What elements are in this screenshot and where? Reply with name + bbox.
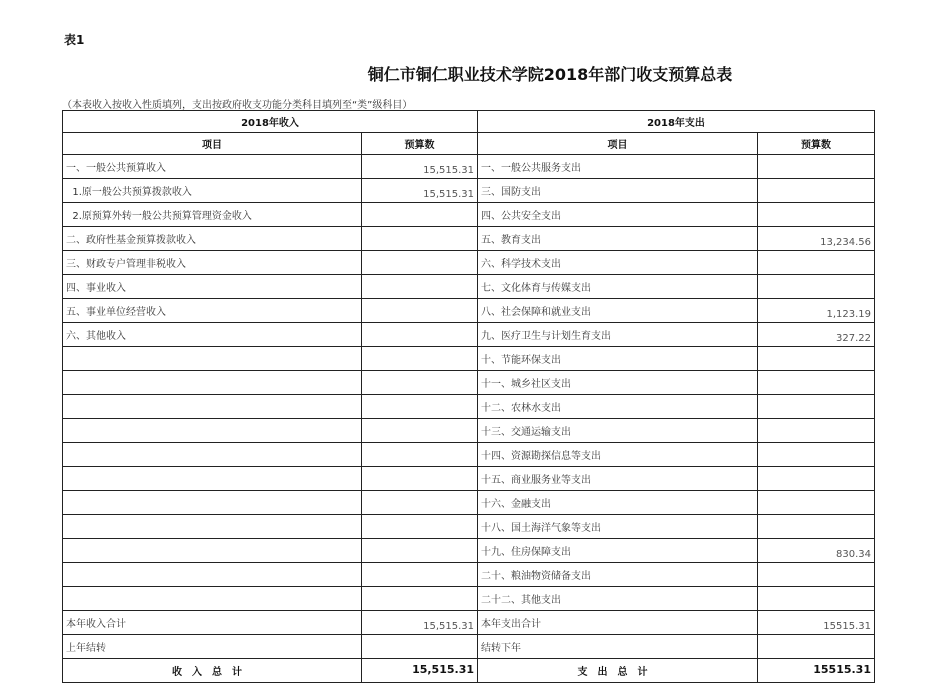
income-item: 二、政府性基金预算拨款收入 bbox=[63, 227, 362, 251]
expense-amount: 1,123.19 bbox=[758, 299, 875, 323]
expense-item: 结转下年 bbox=[478, 635, 758, 659]
expense-amount bbox=[758, 419, 875, 443]
expense-item-header: 项目 bbox=[478, 133, 758, 155]
totals-row bbox=[63, 659, 875, 683]
income-item bbox=[63, 395, 362, 419]
table-row bbox=[63, 539, 875, 563]
income-amount bbox=[362, 371, 478, 395]
income-amount bbox=[362, 275, 478, 299]
expense-amount bbox=[758, 251, 875, 275]
table-row bbox=[63, 491, 875, 515]
expense-item: 十八、国土海洋气象等支出 bbox=[478, 515, 758, 539]
income-item: 五、事业单位经营收入 bbox=[63, 299, 362, 323]
expense-item: 十四、资源勘探信息等支出 bbox=[478, 443, 758, 467]
income-amount bbox=[362, 395, 478, 419]
expense-item: 九、医疗卫生与计划生育支出 bbox=[478, 323, 758, 347]
expense-amount bbox=[758, 491, 875, 515]
expense-amount bbox=[758, 515, 875, 539]
income-total-amount: 15,515.31 bbox=[362, 659, 478, 683]
table-row bbox=[63, 203, 875, 227]
expense-item: 二十、粮油物资储备支出 bbox=[478, 563, 758, 587]
table-row bbox=[63, 371, 875, 395]
table-row bbox=[63, 443, 875, 467]
expense-amount bbox=[758, 179, 875, 203]
expense-amount bbox=[758, 587, 875, 611]
income-amount bbox=[362, 347, 478, 371]
income-header: 2018年收入 bbox=[63, 111, 478, 133]
expense-item: 八、社会保障和就业支出 bbox=[478, 299, 758, 323]
page-title: 铜仁市铜仁职业技术学院2018年部门收支预算总表 bbox=[367, 65, 733, 84]
income-amount: 15,515.31 bbox=[362, 179, 478, 203]
income-amount bbox=[362, 587, 478, 611]
expense-amount-header: 预算数 bbox=[758, 133, 875, 155]
income-item bbox=[63, 347, 362, 371]
expense-item: 十六、金融支出 bbox=[478, 491, 758, 515]
income-item bbox=[63, 563, 362, 587]
expense-item: 十九、住房保障支出 bbox=[478, 539, 758, 563]
expense-item: 十二、农林水支出 bbox=[478, 395, 758, 419]
table-row bbox=[63, 323, 875, 347]
income-item bbox=[63, 491, 362, 515]
income-amount bbox=[362, 251, 478, 275]
income-amount bbox=[362, 539, 478, 563]
income-amount: 15,515.31 bbox=[362, 155, 478, 179]
income-item: 1.原一般公共预算拨款收入 bbox=[63, 179, 362, 203]
table-row bbox=[63, 155, 875, 179]
expense-amount bbox=[758, 275, 875, 299]
expense-item: 五、教育支出 bbox=[478, 227, 758, 251]
income-amount-header: 预算数 bbox=[362, 133, 478, 155]
expense-header: 2018年支出 bbox=[478, 111, 875, 133]
table-row bbox=[63, 563, 875, 587]
income-total-label: 收入总计 bbox=[63, 659, 362, 683]
expense-amount bbox=[758, 371, 875, 395]
expense-item: 六、科学技术支出 bbox=[478, 251, 758, 275]
table-row bbox=[63, 227, 875, 251]
income-item bbox=[63, 419, 362, 443]
expense-amount bbox=[758, 467, 875, 491]
income-item bbox=[63, 587, 362, 611]
table-row bbox=[63, 635, 875, 659]
expense-item: 十一、城乡社区支出 bbox=[478, 371, 758, 395]
table-row bbox=[63, 419, 875, 443]
expense-item: 十、节能环保支出 bbox=[478, 347, 758, 371]
expense-item: 十五、商业服务业等支出 bbox=[478, 467, 758, 491]
table-row bbox=[63, 515, 875, 539]
expense-item: 二十二、其他支出 bbox=[478, 587, 758, 611]
income-amount bbox=[362, 419, 478, 443]
income-amount bbox=[362, 467, 478, 491]
table-row bbox=[63, 467, 875, 491]
expense-amount bbox=[758, 443, 875, 467]
table-row bbox=[63, 395, 875, 419]
expense-amount: 13,234.56 bbox=[758, 227, 875, 251]
budget-table bbox=[62, 110, 875, 683]
expense-amount bbox=[758, 155, 875, 179]
income-item: 六、其他收入 bbox=[63, 323, 362, 347]
table-row bbox=[63, 611, 875, 635]
income-amount bbox=[362, 491, 478, 515]
table-row bbox=[63, 299, 875, 323]
table-row bbox=[63, 347, 875, 371]
table-label: 表1 bbox=[64, 33, 85, 47]
expense-item: 四、公共安全支出 bbox=[478, 203, 758, 227]
table-row bbox=[63, 275, 875, 299]
expense-amount bbox=[758, 203, 875, 227]
expense-amount bbox=[758, 563, 875, 587]
expense-item: 三、国防支出 bbox=[478, 179, 758, 203]
income-item: 四、事业收入 bbox=[63, 275, 362, 299]
income-amount bbox=[362, 203, 478, 227]
income-amount bbox=[362, 227, 478, 251]
expense-amount: 830.34 bbox=[758, 539, 875, 563]
income-amount bbox=[362, 443, 478, 467]
income-item bbox=[63, 467, 362, 491]
income-item bbox=[63, 515, 362, 539]
expense-item: 本年支出合计 bbox=[478, 611, 758, 635]
income-item bbox=[63, 443, 362, 467]
income-item: 上年结转 bbox=[63, 635, 362, 659]
table-row bbox=[63, 179, 875, 203]
expense-amount: 327.22 bbox=[758, 323, 875, 347]
income-amount: 15,515.31 bbox=[362, 611, 478, 635]
expense-item: 一、一般公共服务支出 bbox=[478, 155, 758, 179]
income-item: 本年收入合计 bbox=[63, 611, 362, 635]
income-amount bbox=[362, 635, 478, 659]
income-amount bbox=[362, 299, 478, 323]
expense-amount bbox=[758, 395, 875, 419]
income-item-header: 项目 bbox=[63, 133, 362, 155]
income-amount bbox=[362, 515, 478, 539]
expense-total-label: 支出总计 bbox=[478, 659, 758, 683]
income-item bbox=[63, 539, 362, 563]
expense-item: 七、文化体育与传媒支出 bbox=[478, 275, 758, 299]
income-item: 三、财政专户管理非税收入 bbox=[63, 251, 362, 275]
table-note: （本表收入按收入性质填列，支出按政府收支功能分类科目填列至“类”级科目） bbox=[62, 100, 413, 111]
expense-amount bbox=[758, 635, 875, 659]
expense-item: 十三、交通运输支出 bbox=[478, 419, 758, 443]
expense-amount bbox=[758, 347, 875, 371]
income-item bbox=[63, 371, 362, 395]
expense-amount: 15515.31 bbox=[758, 611, 875, 635]
table-row bbox=[63, 587, 875, 611]
income-amount bbox=[362, 563, 478, 587]
income-item: 2.原预算外转一般公共预算管理资金收入 bbox=[63, 203, 362, 227]
table-row bbox=[63, 251, 875, 275]
income-amount bbox=[362, 323, 478, 347]
expense-total-amount: 15515.31 bbox=[758, 659, 875, 683]
income-item: 一、一般公共预算收入 bbox=[63, 155, 362, 179]
